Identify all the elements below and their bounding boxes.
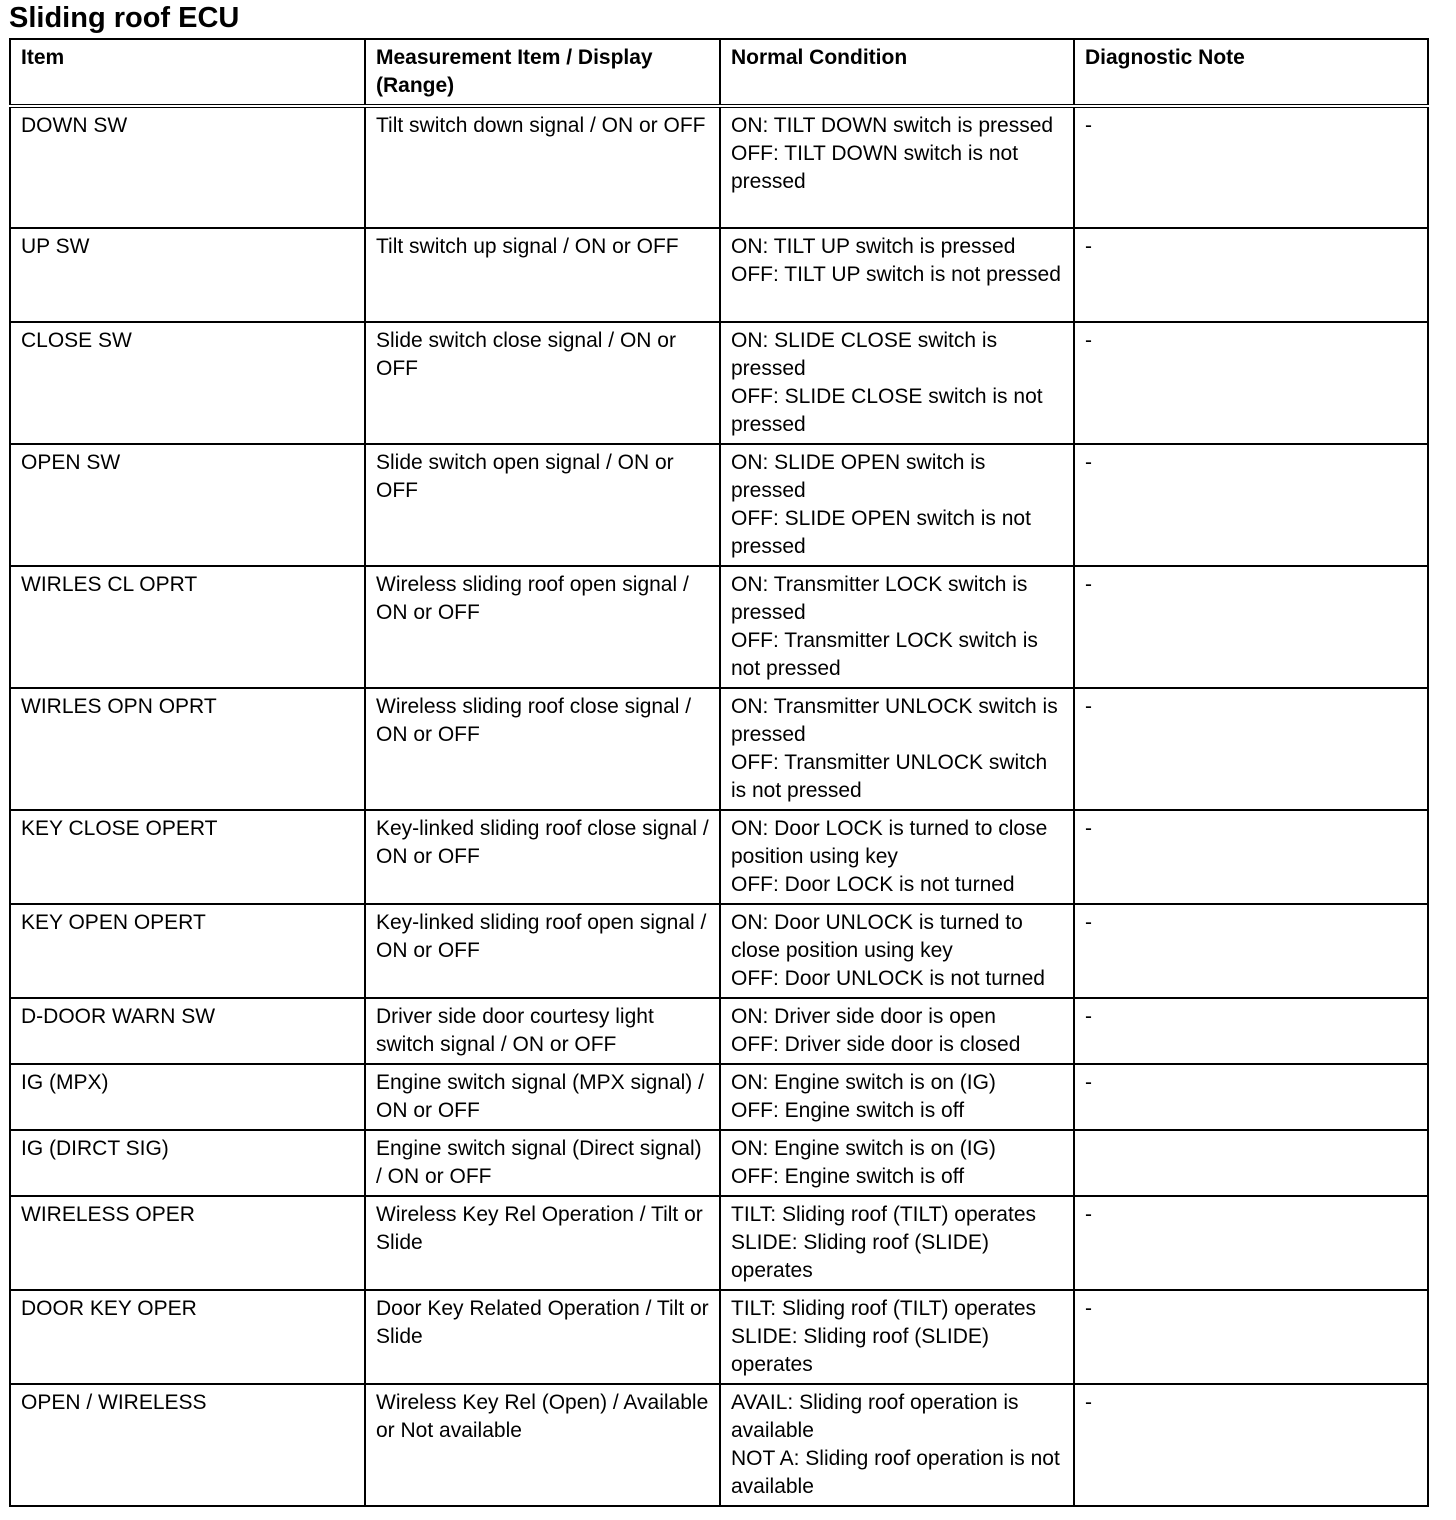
- cell-item: KEY OPEN OPERT: [10, 904, 365, 998]
- cell-measurement: Tilt switch down signal / ON or OFF: [365, 106, 720, 228]
- cell-normal-condition: [720, 1130, 1074, 1196]
- table-row: [10, 688, 1428, 810]
- cell-diagnostic-note: -: [1074, 1384, 1428, 1506]
- cell-measurement: Wireless Key Rel Operation / Tilt or Slide: [365, 1196, 720, 1290]
- cell-measurement: Door Key Related Operation / Tilt or Slide: [365, 1290, 720, 1384]
- cell-item: WIRLES CL OPRT: [10, 566, 365, 688]
- cell-normal-condition: [720, 1384, 1074, 1506]
- cell-normal-condition: [720, 688, 1074, 810]
- cell-item: DOWN SW: [10, 106, 365, 228]
- normal-condition-line: OFF: SLIDE OPEN switch is not pressed: [731, 507, 1031, 558]
- cell-diagnostic-note: -: [1074, 106, 1428, 228]
- normal-condition-line: ON: SLIDE CLOSE switch is pressed: [731, 329, 998, 380]
- column-header-normal-condition: Normal Condition: [720, 39, 1074, 106]
- cell-diagnostic-note: -: [1074, 1290, 1428, 1384]
- cell-measurement: Wireless Key Rel (Open) / Available or Not available: [365, 1384, 720, 1506]
- cell-measurement: Driver side door courtesy light switch signal / ON or OFF: [365, 998, 720, 1064]
- normal-condition-line: OFF: Transmitter LOCK switch is not pressed: [731, 629, 1038, 680]
- normal-condition-line: ON: Engine switch is on (IG): [731, 1137, 996, 1160]
- table-row: [10, 228, 1428, 322]
- cell-measurement: Key-linked sliding roof close signal / ON or OFF: [365, 810, 720, 904]
- normal-condition-line: SLIDE: Sliding roof (SLIDE) operates: [731, 1231, 989, 1282]
- normal-condition-line: ON: Transmitter UNLOCK switch is pressed: [731, 695, 1058, 746]
- cell-measurement: Wireless sliding roof close signal / ON or OFF: [365, 688, 720, 810]
- normal-condition-line: SLIDE: Sliding roof (SLIDE) operates: [731, 1325, 989, 1376]
- table-row: [10, 444, 1428, 566]
- cell-normal-condition: [720, 1290, 1074, 1384]
- normal-condition-line: TILT: Sliding roof (TILT) operates: [731, 1297, 1037, 1320]
- column-header-item: Item: [10, 39, 365, 106]
- table-row: [10, 1064, 1428, 1130]
- cell-normal-condition: [720, 998, 1074, 1064]
- cell-item: IG (DIRCT SIG): [10, 1130, 365, 1196]
- table-row: [10, 322, 1428, 444]
- header-row: [10, 39, 1428, 106]
- cell-diagnostic-note: -: [1074, 322, 1428, 444]
- cell-normal-condition: [720, 228, 1074, 322]
- cell-item: OPEN SW: [10, 444, 365, 566]
- cell-diagnostic-note: -: [1074, 1196, 1428, 1290]
- cell-normal-condition: [720, 106, 1074, 228]
- column-header-diagnostic-note: Diagnostic Note: [1074, 39, 1428, 106]
- cell-normal-condition: [720, 810, 1074, 904]
- cell-normal-condition: [720, 1064, 1074, 1130]
- normal-condition-line: OFF: Door LOCK is not turned: [731, 873, 1015, 896]
- normal-condition-line: ON: Engine switch is on (IG): [731, 1071, 996, 1094]
- cell-measurement: Tilt switch up signal / ON or OFF: [365, 228, 720, 322]
- normal-condition-line: OFF: SLIDE CLOSE switch is not pressed: [731, 385, 1043, 436]
- table-row: [10, 1384, 1428, 1506]
- cell-item: CLOSE SW: [10, 322, 365, 444]
- cell-normal-condition: [720, 322, 1074, 444]
- cell-normal-condition: [720, 566, 1074, 688]
- normal-condition-line: OFF: Transmitter UNLOCK switch is not pressed: [731, 751, 1048, 802]
- cell-item: WIRLES OPN OPRT: [10, 688, 365, 810]
- cell-diagnostic-note: -: [1074, 444, 1428, 566]
- cell-diagnostic-note: -: [1074, 228, 1428, 322]
- normal-condition-line: ON: TILT DOWN switch is pressed: [731, 114, 1054, 137]
- table-row: [10, 810, 1428, 904]
- table-row: [10, 1196, 1428, 1290]
- normal-condition-line: OFF: Engine switch is off: [731, 1099, 965, 1122]
- cell-measurement: Wireless sliding roof open signal / ON or OFF: [365, 566, 720, 688]
- table-row: [10, 1130, 1428, 1196]
- cell-measurement: Slide switch open signal / ON or OFF: [365, 444, 720, 566]
- cell-diagnostic-note: -: [1074, 810, 1428, 904]
- table-row: [10, 998, 1428, 1064]
- table-row: [10, 106, 1428, 228]
- cell-diagnostic-note: -: [1074, 1064, 1428, 1130]
- cell-normal-condition: [720, 444, 1074, 566]
- table-row: [10, 904, 1428, 998]
- normal-condition-line: ON: SLIDE OPEN switch is pressed: [731, 451, 986, 502]
- normal-condition-line: NOT A: Sliding roof operation is not available: [731, 1447, 1060, 1498]
- cell-item: OPEN / WIRELESS: [10, 1384, 365, 1506]
- cell-item: WIRELESS OPER: [10, 1196, 365, 1290]
- column-header-measurement: Measurement Item / Display (Range): [365, 39, 720, 106]
- normal-condition-line: OFF: Driver side door is closed: [731, 1033, 1021, 1056]
- cell-diagnostic-note: -: [1074, 688, 1428, 810]
- cell-normal-condition: [720, 904, 1074, 998]
- cell-measurement: Engine switch signal (MPX signal) / ON or OFF: [365, 1064, 720, 1130]
- normal-condition-line: ON: TILT UP switch is pressed: [731, 235, 1016, 258]
- cell-item: UP SW: [10, 228, 365, 322]
- cell-diagnostic-note: -: [1074, 566, 1428, 688]
- normal-condition-line: ON: Door UNLOCK is turned to close position using key: [731, 911, 1023, 962]
- data-table: [9, 38, 1429, 1507]
- cell-item: KEY CLOSE OPERT: [10, 810, 365, 904]
- normal-condition-line: ON: Transmitter LOCK switch is pressed: [731, 573, 1028, 624]
- cell-measurement: Engine switch signal (Direct signal) / ON or OFF: [365, 1130, 720, 1196]
- normal-condition-line: ON: Driver side door is open: [731, 1005, 996, 1028]
- normal-condition-line: OFF: Door UNLOCK is not turned: [731, 967, 1045, 990]
- normal-condition-line: OFF: Engine switch is off: [731, 1165, 965, 1188]
- table-row: [10, 566, 1428, 688]
- normal-condition-line: AVAIL: Sliding roof operation is available: [731, 1391, 1019, 1442]
- normal-condition-line: ON: Door LOCK is turned to close position using key: [731, 817, 1048, 868]
- cell-item: DOOR KEY OPER: [10, 1290, 365, 1384]
- cell-diagnostic-note: [1074, 1130, 1428, 1196]
- table-body: [10, 106, 1428, 1506]
- cell-measurement: Slide switch close signal / ON or OFF: [365, 322, 720, 444]
- page-title: Sliding roof ECU: [9, 2, 240, 34]
- normal-condition-line: OFF: TILT DOWN switch is not pressed: [731, 142, 1019, 193]
- cell-item: IG (MPX): [10, 1064, 365, 1130]
- normal-condition-line: TILT: Sliding roof (TILT) operates: [731, 1203, 1037, 1226]
- cell-diagnostic-note: -: [1074, 904, 1428, 998]
- normal-condition-line: OFF: TILT UP switch is not pressed: [731, 263, 1061, 286]
- cell-measurement: Key-linked sliding roof open signal / ON or OFF: [365, 904, 720, 998]
- cell-item: D-DOOR WARN SW: [10, 998, 365, 1064]
- cell-diagnostic-note: -: [1074, 998, 1428, 1064]
- table-row: [10, 1290, 1428, 1384]
- cell-normal-condition: [720, 1196, 1074, 1290]
